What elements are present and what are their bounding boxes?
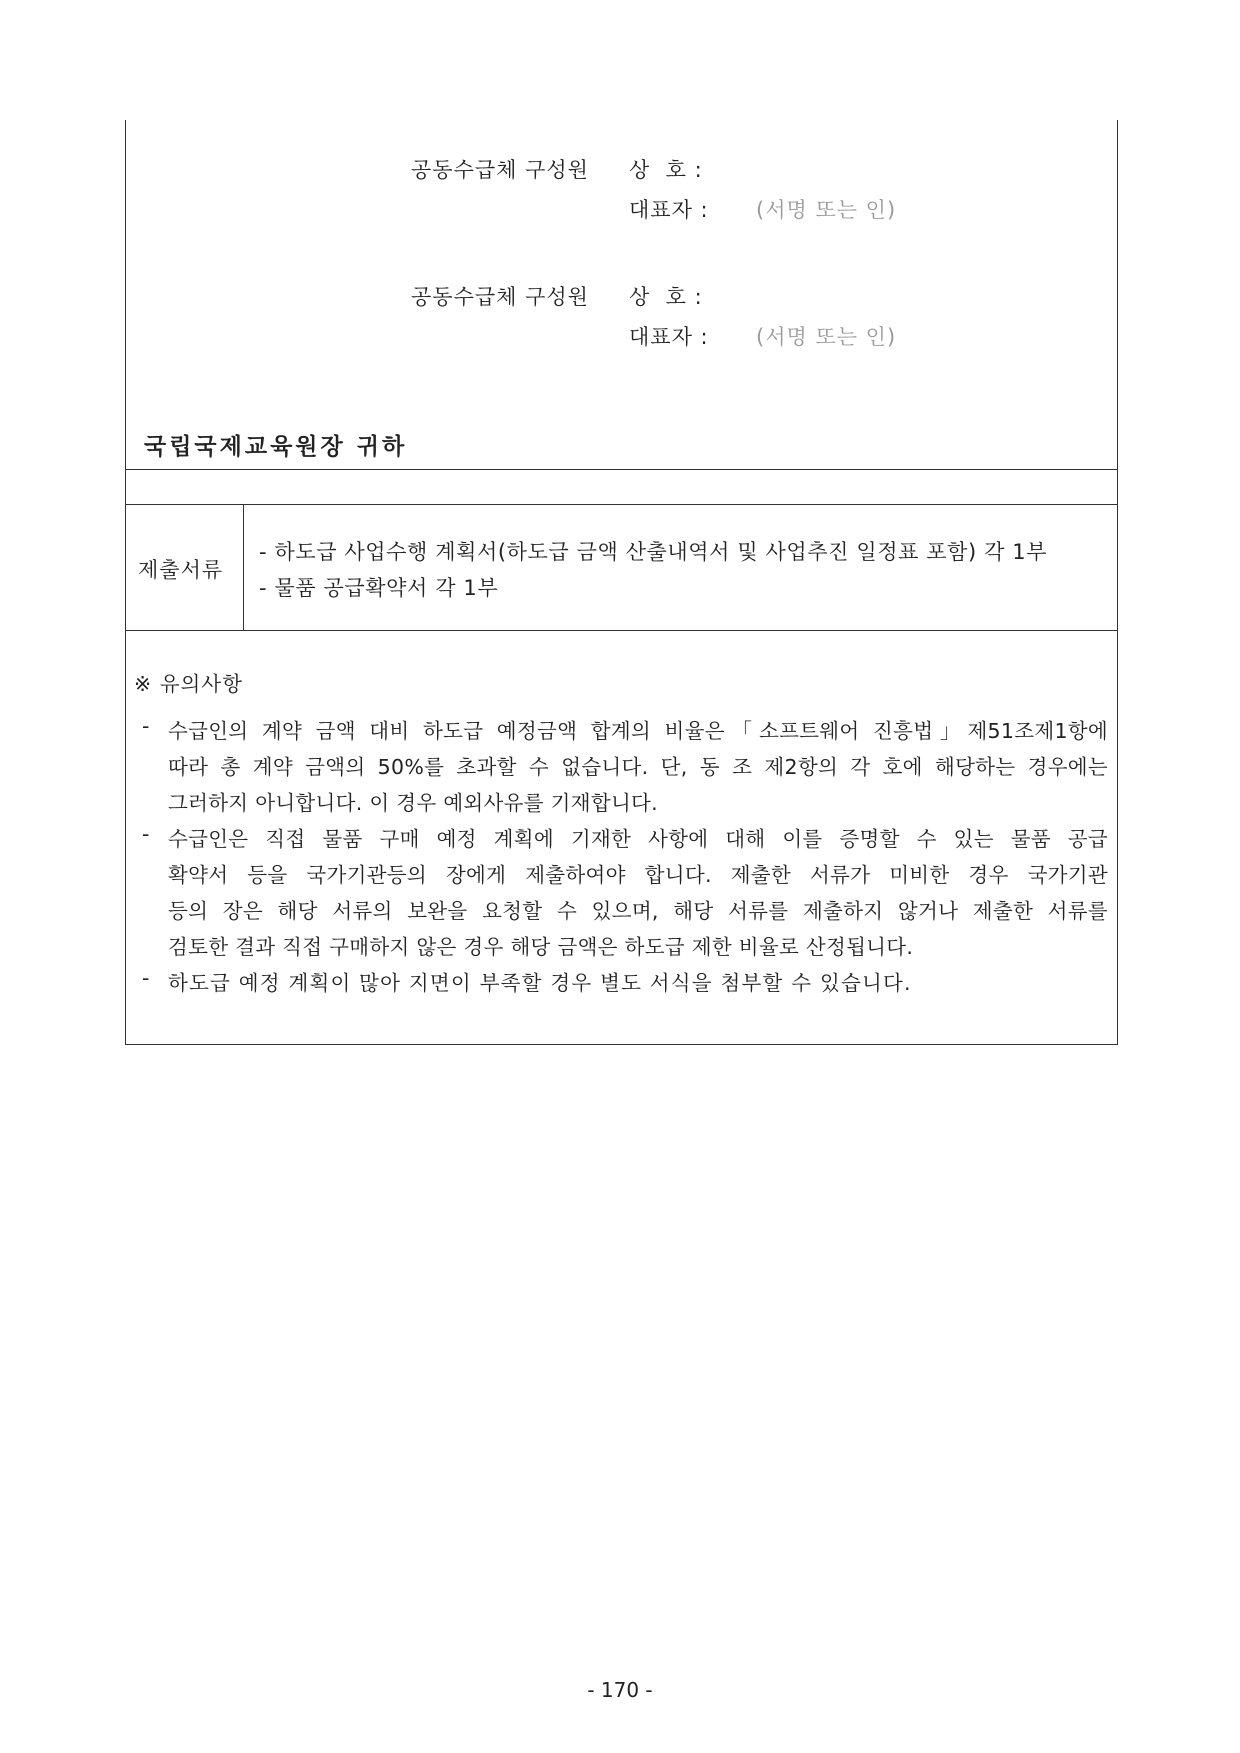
trade-name-label-2: 상 호 :: [629, 285, 703, 309]
representative-label-1: 대표자 :: [629, 198, 709, 222]
divider: [126, 504, 1117, 505]
note-line: 그러하지 아니합니다. 이 경우 예외사유를 기재합니다.: [168, 791, 658, 815]
note-line: 검토한 결과 직접 구매하지 않은 경우 해당 금액은 하도급 제한 비율로 산정됩니다.: [168, 935, 914, 959]
page-number: - 170 -: [587, 1678, 653, 1702]
document-item: - 물품 공급확약서 각 1부: [259, 576, 499, 600]
note-line: 수급인의 계약 금액 대비 하도급 예정금액 합계의 비율은「소프트웨어 진흥법」제51조제1항에: [168, 719, 1108, 743]
addressee: 국립국제교육원장 귀하: [144, 434, 408, 460]
representative-label-2: 대표자 :: [629, 325, 709, 349]
note-line: 등의 장은 해당 서류의 보완을 요청할 수 있으며, 해당 서류를 제출하지 않거나 제출한 서류를: [168, 899, 1108, 923]
note-line: 따라 총 계약 금액의 50%를 초과할 수 없습니다. 단, 동 조 제2항의 각 호에 해당하는 경우에는: [168, 755, 1108, 779]
note-line: 수급인은 직접 물품 구매 예정 계획에 기재한 사항에 대해 이를 증명할 수 있는 물품 공급: [168, 827, 1108, 851]
document-item: - 하도급 사업수행 계획서(하도급 금액 산출내역서 및 사업추진 일정표 포함) 각 1부: [259, 540, 1048, 564]
note-line: 확약서 등을 국가기관등의 장에게 제출하여야 합니다. 제출한 서류가 미비한 경우 국가기관: [168, 863, 1108, 887]
documents-label: 제출서류: [138, 558, 224, 582]
column-divider: [243, 504, 244, 630]
signature-hint-2: (서명 또는 인): [756, 325, 897, 349]
note-dash: -: [142, 966, 150, 990]
divider: [126, 630, 1117, 631]
trade-name-label-1: 상 호 :: [629, 158, 703, 182]
note-dash: -: [142, 822, 150, 846]
notes-title: ※ 유의사항: [134, 672, 243, 696]
note-line: 하도급 예정 계획이 많아 지면이 부족할 경우 별도 서식을 첨부할 수 있습니다.: [168, 971, 912, 995]
member-label-1: 공동수급체 구성원: [411, 158, 589, 182]
application-form: [125, 120, 1118, 1045]
divider: [126, 469, 1117, 470]
signature-hint-1: (서명 또는 인): [756, 198, 897, 222]
member-label-2: 공동수급체 구성원: [411, 285, 589, 309]
note-dash: -: [142, 714, 150, 738]
